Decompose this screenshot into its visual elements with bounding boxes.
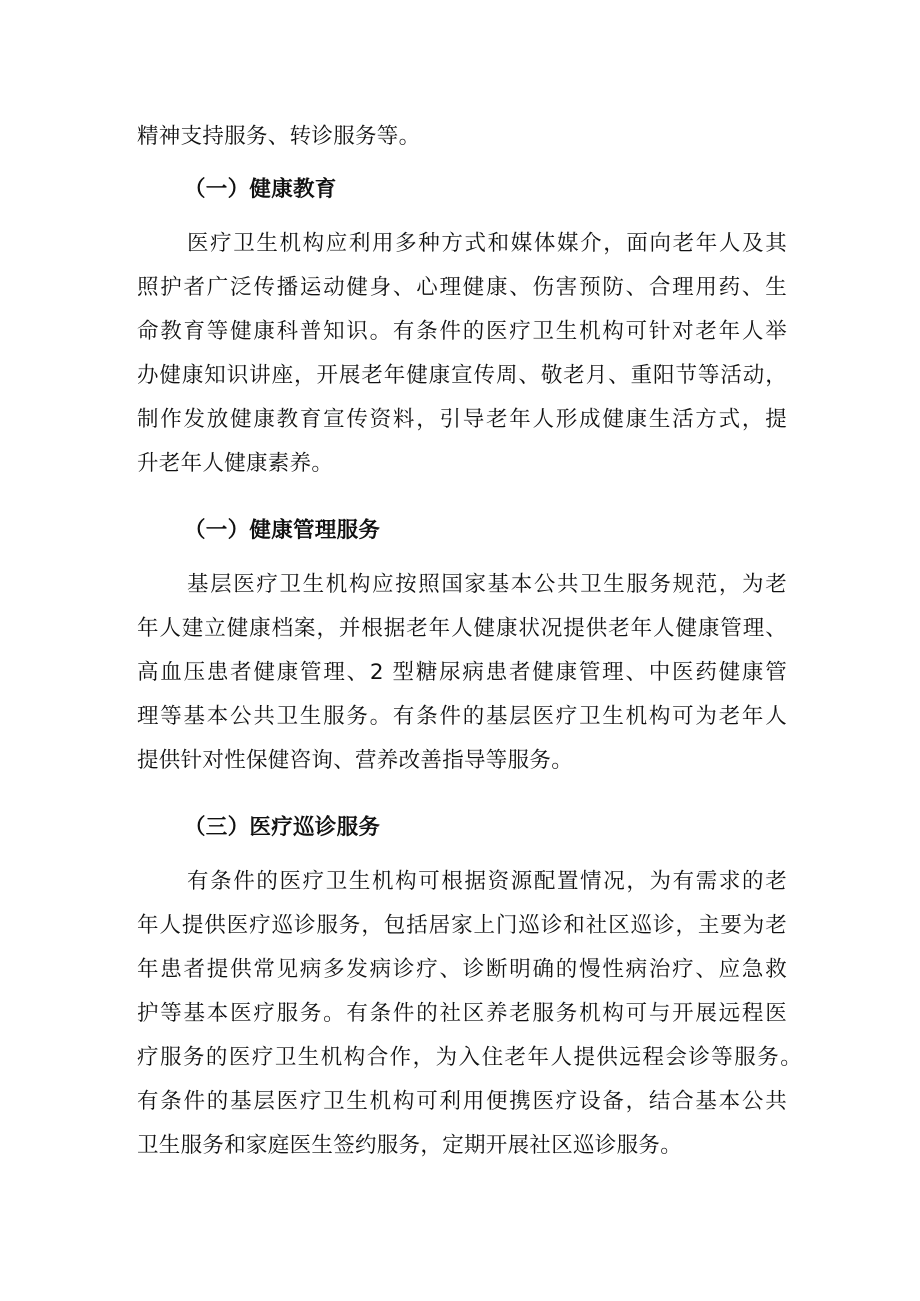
section-heading-health-education: （一）健康教育 (184, 177, 337, 202)
section-heading-health-management: （一）健康管理服务 (184, 518, 381, 543)
paragraph-line: 年患者提供常见病多发病诊疗、诊断明确的慢性病治疗、应急救 (137, 957, 787, 982)
paragraph-line: 有条件的医疗卫生机构可根据资源配置情况，为有需求的老 (187, 869, 787, 894)
section-heading-medical-rounds: （三）医疗巡诊服务 (184, 815, 381, 840)
paragraph-line: 医疗卫生机构应利用多种方式和媒体媒介，面向老年人及其 (187, 231, 787, 256)
paragraph-line: 年人提供医疗巡诊服务，包括居家上门巡诊和社区巡诊，主要为老 (137, 913, 787, 938)
paragraph-line: 升老年人健康素养。 (137, 451, 334, 476)
paragraph-line: 卫生服务和家庭医生签约服务，定期开展社区巡诊服务。 (137, 1133, 683, 1158)
paragraph-line: 提供针对性保健咨询、营养改善指导等服务。 (137, 748, 574, 773)
paragraph-line: 精神支持服务、转诊服务等。 (137, 124, 421, 149)
paragraph-line: 护等基本医疗服务。有条件的社区养老服务机构可与开展远程医 (137, 1001, 787, 1026)
paragraph-line: 办健康知识讲座，开展老年健康宣传周、敬老月、重阳节等活动， (137, 363, 787, 388)
paragraph-line: 命教育等健康科普知识。有条件的医疗卫生机构可针对老年人举 (137, 319, 787, 344)
paragraph-line: 年人建立健康档案，并根据老年人健康状况提供老年人健康管理、 (137, 616, 787, 641)
paragraph-line: 制作发放健康教育宣传资料，引导老年人形成健康生活方式，提 (137, 407, 787, 432)
paragraph-line: 基层医疗卫生机构应按照国家基本公共卫生服务规范，为老 (187, 572, 787, 597)
paragraph-line: 理等基本公共卫生服务。有条件的基层医疗卫生机构可为老年人 (137, 704, 787, 729)
paragraph-line: 高血压患者健康管理、2 型糖尿病患者健康管理、中医药健康管 (137, 660, 787, 685)
paragraph-line: 有条件的基层医疗卫生机构可利用便携医疗设备，结合基本公共 (137, 1089, 787, 1114)
paragraph-line: 照护者广泛传播运动健身、心理健康、伤害预防、合理用药、生 (137, 275, 787, 300)
paragraph-line: 疗服务的医疗卫生机构合作，为入住老年人提供远程会诊等服务。 (137, 1045, 802, 1070)
